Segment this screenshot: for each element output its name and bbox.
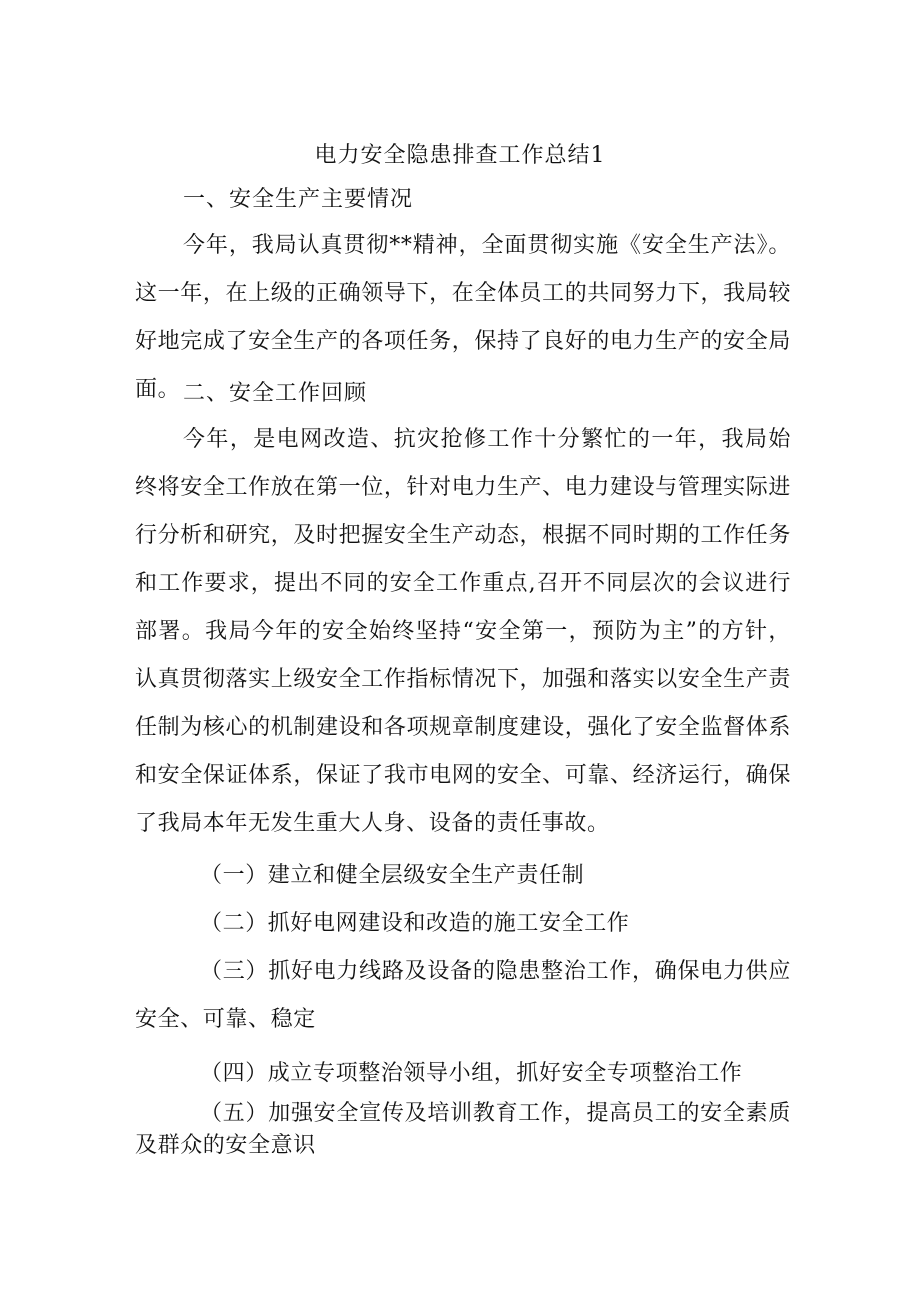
list-item-3: （三）抓好电力线路及设备的隐患整治工作，确保电力供应安全、可靠、稳定 bbox=[135, 959, 791, 1032]
list-item-5: （五）加强安全宣传及培训教育工作，提高员工的安全素质及群众的安全意识 bbox=[135, 1101, 791, 1158]
list-item-2: （二）抓好电网建设和改造的施工安全工作 bbox=[200, 911, 630, 936]
document-title: 电力安全隐患排查工作总结1 bbox=[314, 143, 606, 168]
list-item-4: （四）成立专项整治领导小组，抓好安全专项整治工作 bbox=[200, 1061, 743, 1086]
section-paragraph-2: 今年，是电网改造、抗灾抢修工作十分繁忙的一年，我局始终将安全工作放在第一位，针对电力生产、电力建设与管理实际进行分析和研究，及时把握安全生产动态，根据不同时期的工作任务和工作要求，提出不同的安全工作重点,召开不同层次的会议进行部署。我局今年的安全始终坚持“安全第一，预防为主”的方针，认真贯彻落实上级安全工作指标情况下，加强和落实以安全生产责任制为核心的机制建设和各项规章制度建设，强化了安全监督体系和安全保证体系，保证了我市电网的安全、可靠、经济运行，确保了我局本年无发生重大人身、设备的责任事故。 bbox=[135, 427, 791, 836]
section-heading-1: 一、安全生产主要情况 bbox=[183, 187, 414, 212]
section-heading-2: 二、安全工作回顾 bbox=[183, 381, 368, 406]
list-item-1: （一）建立和健全层级安全生产责任制 bbox=[200, 863, 585, 888]
section-paragraph-1: 今年，我局认真贯彻**精神，全面贯彻实施《安全生产法》。这一年，在上级的正确领导下，在全体员工的共同努力下，我局较好地完成了安全生产的各项任务，保持了良好的电力生产的安全局面。 bbox=[135, 233, 791, 402]
